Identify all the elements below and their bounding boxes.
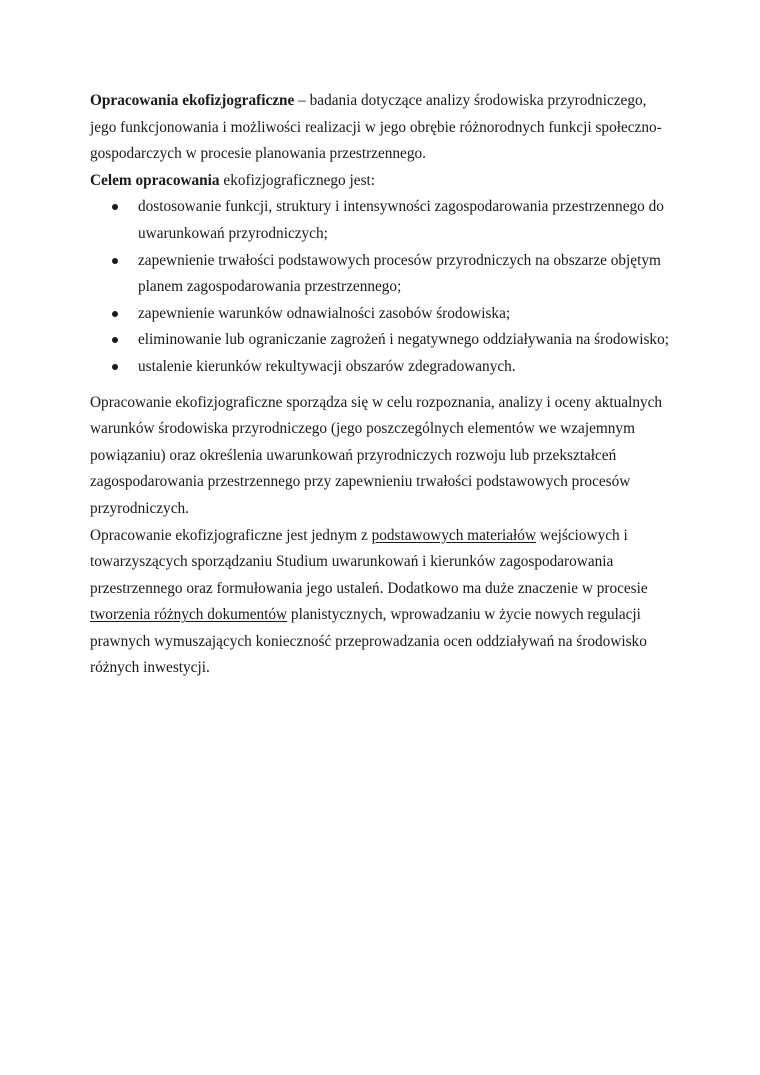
list-item: zapewnienie trwałości podstawowych procesów przyrodniczych na obszarze objętym — [90, 248, 690, 275]
list-item: zapewnienie warunków odnawialności zasobów środowiska; — [90, 301, 690, 328]
paragraph-2 — [90, 390, 690, 523]
paragraph-spacer — [90, 381, 690, 390]
bullet-icon — [112, 311, 118, 317]
bullet-icon — [112, 364, 118, 370]
paragraph-3-line: prawnych wymuszających konieczność przeprowadzania ocen oddziaływań na środowisko — [90, 632, 647, 650]
paragraph-2-line: Opracowanie ekofizjograficzne sporządza się w celu rozpoznania, analizy i oceny aktualnych — [90, 393, 663, 411]
paragraph-3-line: towarzyszących sporządzaniu Studium uwarunkowań i kierunków zagospodarowania — [90, 553, 614, 571]
goal-lead: Celem opracowania — [90, 171, 220, 189]
paragraph-3-line: tworzenia różnych dokumentów planistycznych, wprowadzaniu w życie nowych regulacji — [90, 606, 641, 624]
link-tworzenia-roznych-dokumentow[interactable]: tworzenia różnych dokumentów — [90, 606, 288, 624]
list-item-continuation: planem zagospodarowania przestrzennego; — [138, 278, 402, 296]
document-page — [90, 88, 690, 682]
paragraph-3 — [90, 523, 690, 683]
paragraph-3-line: Opracowanie ekofizjograficzne jest jednym z podstawowych materiałów wejściowych i — [90, 526, 628, 544]
list-item: dostosowanie funkcji, struktury i intensywności zagospodarowania przestrzennego do — [90, 194, 690, 221]
bullet-icon — [112, 337, 118, 343]
list-item: ustalenie kierunków rekultywacji obszarów zdegradowanych. — [90, 354, 690, 381]
paragraph-2-line: powiązaniu) oraz określenia uwarunkowań przyrodniczych rozwoju lub przekształceń — [90, 446, 617, 464]
intro-term: Opracowania ekofizjograficzne — [90, 92, 295, 109]
bullet-icon — [112, 258, 118, 264]
link-podstawowych-materialow[interactable]: podstawowych materiałów — [371, 526, 536, 544]
paragraph-2-line: warunków środowiska przyrodniczego (jego poszczególnych elementów we wzajemnym — [90, 420, 635, 438]
goal-heading — [90, 168, 690, 195]
paragraph-3-line: przestrzennego oraz formułowania jego ustaleń. Dodatkowo ma duże znaczenie w procesie — [90, 579, 648, 597]
goal-bullet-list — [90, 194, 690, 380]
intro-line-3: gospodarczych w procesie planowania przestrzennego. — [90, 145, 426, 163]
paragraph-2-line: przyrodniczych. — [90, 499, 189, 517]
paragraph-3-line: różnych inwestycji. — [90, 659, 210, 677]
list-item: eliminowanie lub ograniczanie zagrożeń i negatywnego oddziaływania na środowisko; — [90, 327, 690, 354]
list-item-continuation: uwarunkowań przyrodniczych; — [138, 224, 328, 242]
intro-line-1 — [90, 88, 690, 115]
intro-definition: – badania dotyczące analizy środowiska przyrodniczego, — [294, 92, 647, 109]
goal-lead-rest: ekofizjograficznego jest: — [219, 171, 376, 189]
paragraph-2-line: zagospodarowania przestrzennego przy zapewnieniu trwałości podstawowych procesów — [90, 473, 631, 491]
intro-line-2: jego funkcjonowania i możliwości realizacji w jego obrębie różnorodnych funkcji społeczno- — [90, 118, 662, 136]
bullet-icon — [112, 204, 118, 210]
